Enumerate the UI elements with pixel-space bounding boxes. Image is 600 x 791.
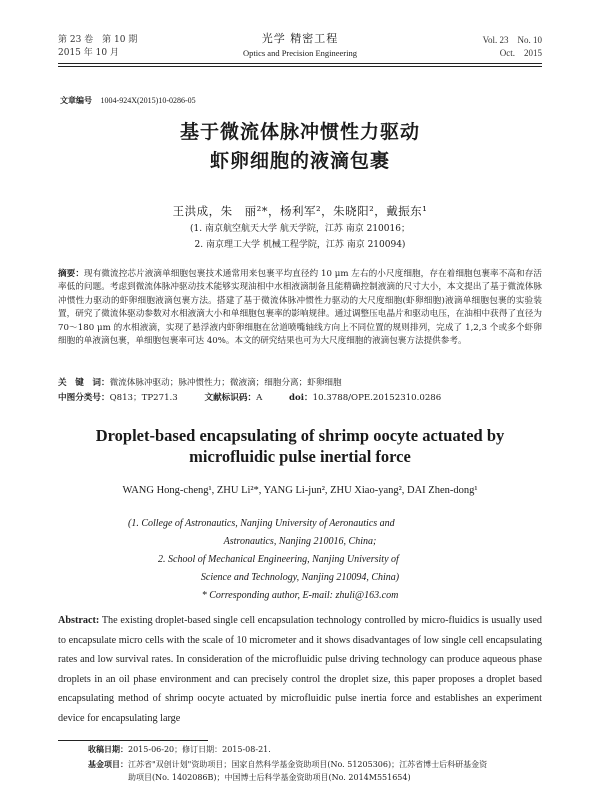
journal-title-cn: 光学 精密工程: [261, 32, 339, 45]
header-date: 2015 年 10 月: [58, 48, 119, 58]
abstract-cn-text: 现有微流控芯片液滴单细胞包裹技术通常用来包裹平均直径约 10 μm 左右的小尺度细胞，存在着细胞包裹率不高和存活率低的问题。考虑到微流体脉冲驱动技术能够实现油相中水相液滴制备且能精确控制液滴的尺寸大小，本文提出了基于微流体脉冲惯性力驱动的虾卵细胞液滴包裹方法。搭建了基于微流体脉冲惯性力驱动的大尺度细胞(虾卵细胞)液滴单细胞包裹的实验装置，研究了微流体驱动参数对水相液滴大小和单细胞包裹率的影响规律。通过调整压电晶片和驱动电压，在油相中获得了直径为 70～180 μm 的水相液滴，实现了悬浮液内虾卵细胞在岔道喷嘴轴线方向上不同位置的规则排列，完成了 1,2,3 个或多个虾卵细胞的单液滴包裹，单细胞包裹率可达 40%。本文的研究结果也可为大尺度细胞的液滴包裹方法提供参考。: [58, 269, 542, 347]
footnote-rule: [58, 740, 208, 741]
affiliation-cn-2: 2. 南京理工大学 机械工程学院，江苏 南京 210094): [194, 240, 406, 250]
clc-value: Q813；TP271.3: [109, 393, 178, 403]
header-volume-en: Vol. 23 No. 10: [482, 35, 542, 45]
title-cn-line2: 虾卵细胞的液滴包裹: [209, 150, 390, 172]
affiliation-en-4: Science and Technology, Nanjing 210094, China): [200, 572, 400, 583]
title-cn-line1: 基于微流体脉冲惯性力驱动: [179, 121, 420, 143]
keywords-cn-label: 关 键 词：: [58, 378, 110, 388]
header-volume: 第 23 卷 第 10 期: [58, 35, 138, 45]
received-value: 2015-06-20；修订日期：2015-08-21.: [128, 745, 271, 754]
abstract-en-label: Abstract:: [58, 615, 100, 626]
abstract-cn: [58, 268, 542, 348]
affiliation-en-2: Astronautics, Nanjing 210016, China;: [223, 536, 377, 547]
title-en-line2: microfluidic pulse inertial force: [189, 447, 411, 466]
footnote-received: [88, 742, 271, 757]
clc-label: 中图分类号：: [58, 393, 110, 403]
affiliation-en-1: (1. College of Astronautics, Nanjing University of Aeronautics and: [128, 518, 395, 529]
doi-value: 10.3788/OPE.20152310.0286: [312, 393, 442, 403]
received-label: 收稿日期：: [88, 744, 128, 754]
header-rule-thin: [58, 66, 542, 67]
doc-code-label: 文献标识码：: [204, 393, 257, 403]
authors-en: WANG Hong-cheng¹, ZHU Li²*, YANG Li-jun², ZHU Xiao-yang², DAI Zhen-dong¹: [122, 485, 478, 496]
article-id-label: 文章编号: [60, 96, 92, 105]
header-rule: [58, 63, 542, 64]
article-id: [60, 95, 196, 107]
classification-line: [58, 392, 542, 405]
header-date-en: Oct. 2015: [499, 48, 542, 58]
article-id-value: 1004-924X(2015)10-0286-05: [100, 96, 196, 105]
fund-label: 基金项目：: [88, 759, 128, 769]
doc-code-value: A: [256, 393, 263, 403]
abstract-cn-label: 摘要：: [58, 269, 85, 279]
fund-line1: 江苏省"双创计划"资助项目；国家自然科学基金资助项目(No. 51205306)；江苏省博士后科研基金资: [128, 760, 488, 769]
authors-cn: 王洪成，朱 丽²*，杨利军²，朱晓阳²，戴振东¹: [172, 204, 428, 218]
affiliation-cn-1: (1. 南京航空航天大学 航天学院，江苏 南京 210016；: [190, 224, 410, 234]
doi-label: doi：: [289, 393, 313, 403]
footnote-fund: [88, 757, 548, 772]
corresponding-author: * Corresponding author, E-mail: zhuli@163.com: [201, 590, 399, 601]
journal-title-en: Optics and Precision Engineering: [242, 48, 357, 58]
keywords-cn: [58, 377, 542, 390]
keywords-cn-text: 微流体脉冲驱动；脉冲惯性力；微液滴；细胞分离；虾卵细胞: [109, 378, 342, 388]
title-en-line1: Droplet-based encapsulating of shrimp oocyte actuated by: [95, 426, 505, 445]
abstract-en-text: The existing droplet-based single cell encapsulation technology controlled by micro-fluidics is usually used to encapsulate micro cells with the scale of 10 micrometer and it shows disadvantages of low single cell encapsulating rates and low survival rates. In consideration of the microfluidic pulse driving technology can produce aqueous phase droplets in an oil phase environment and can precisely control the droplet size, this paper proposes a droplet based encapsulating method of shrimp oocyte actuated by microfluidic pulse inertia force and establishes an experiment device for encapsulating large: [58, 615, 542, 724]
affiliation-en-3: 2. School of Mechanical Engineering, Nanjing University of: [158, 554, 399, 565]
footnote-fund-cont: 助项目(No. 1402086B)；中国博士后科学基金资助项目(No. 2014M551654): [128, 773, 411, 782]
abstract-en: [58, 611, 542, 731]
